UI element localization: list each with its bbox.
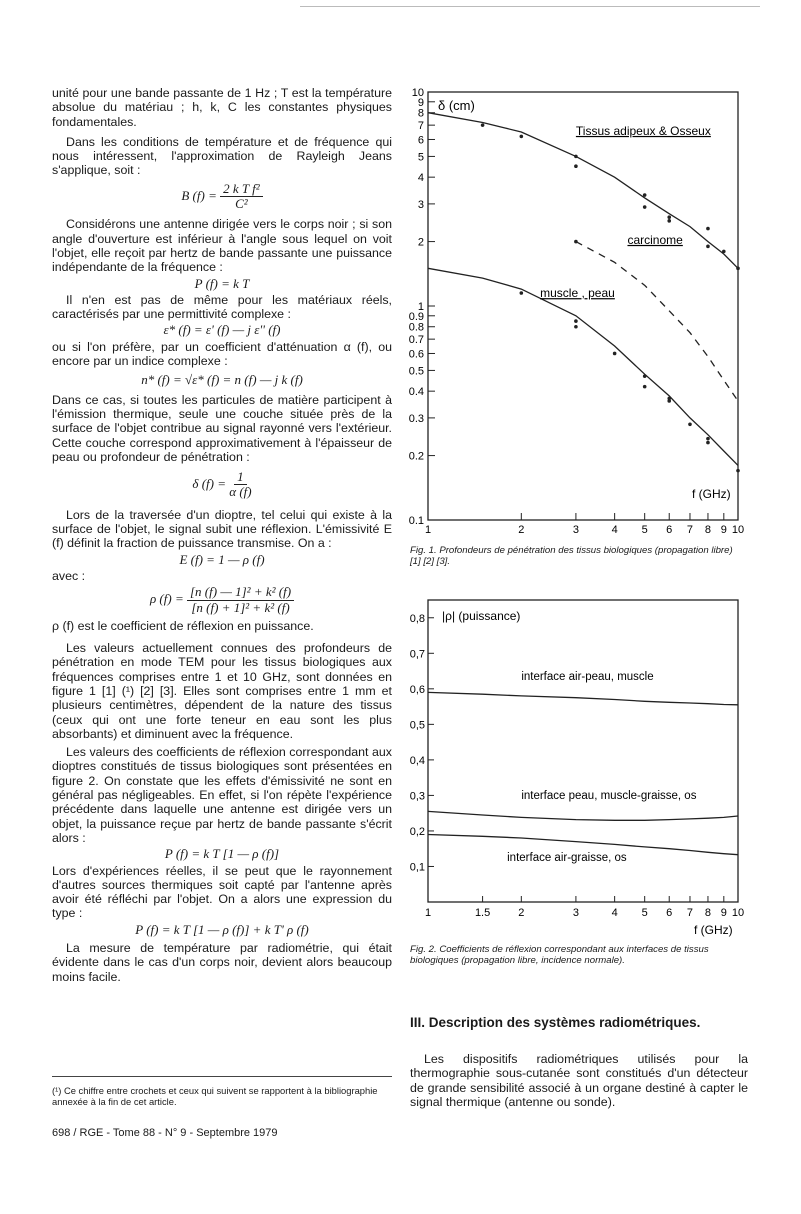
equation-index: n* (f) = √ε* (f) = n (f) — j k (f) — [141, 372, 303, 388]
x-tick-label: 3 — [572, 907, 579, 919]
data-point — [574, 155, 578, 159]
paragraph: Considérons une antenne dirigée vers le corps noir ; si son angle d'ouverture est inférieur à l'angle sous lequel on voit l'objet, elle reçoit par hertz de bande passante une puissance indépendante de la fréquence : — [52, 217, 392, 275]
y-tick-label: 0,3 — [409, 790, 425, 803]
equation-rayleigh-jeans — [52, 182, 392, 212]
series-line — [576, 242, 738, 401]
y-tick-label: 0.1 — [408, 515, 424, 527]
eq-numerator: 2 k T f² — [220, 182, 263, 197]
data-point — [613, 352, 617, 356]
data-point — [643, 205, 647, 209]
section-heading: III. Description des systèmes radiométriques. — [410, 1015, 701, 1030]
y-tick-label: 0.4 — [408, 386, 424, 399]
x-tick-label: 8 — [704, 907, 712, 919]
y-tick-label: 2 — [417, 236, 424, 249]
eq-fraction — [187, 585, 294, 615]
x-tick-label: 4 — [611, 524, 618, 536]
paragraph: Les dispositifs radiométriques utilisés pour la thermographie sous-cutanée sont constitués d'un détecteur de grande sensibilité associé à un organe destiné à capter le signal thermique (antenne ou sonde). — [410, 1052, 748, 1109]
y-tick-label: 3 — [417, 198, 424, 211]
left-column — [52, 86, 392, 984]
series-label: Tissus adipeux & Osseux — [575, 123, 711, 138]
y-tick-label: 0.7 — [408, 334, 424, 347]
y-tick-label: 7 — [417, 120, 424, 133]
paragraph: unité pour une bande passante de 1 Hz ; T est la température absolue du matériau ; h, k, C les constantes physiques fondamentales. — [52, 86, 392, 129]
x-tick-label: 8 — [704, 524, 712, 536]
equation-received-power-full: P (f) = k T [1 — ρ (f)] + k T' ρ (f) — [135, 921, 309, 937]
y-axis-label: |ρ| (puissance) — [442, 609, 521, 623]
paragraph: La mesure de température par radiométrie, qui était évidente dans le cas d'un corps noir, devient alors beaucoup moins facile. — [52, 941, 392, 984]
y-tick-label: 0,6 — [409, 683, 425, 696]
footnote: (¹) Ce chiffre entre crochets et ceux qui suivent se rapportent à la bibliographie annexée à la fin de cet article. — [52, 1085, 378, 1107]
data-point — [574, 325, 578, 329]
figure-1-chart — [400, 82, 760, 542]
x-tick-label: 7 — [686, 524, 694, 536]
y-tick-label: 0.9 — [408, 310, 424, 323]
equation-permittivity: ε* (f) = ε' (f) — j ε'' (f) — [163, 322, 281, 338]
y-tick-label: 0.2 — [408, 450, 424, 463]
data-point — [706, 227, 710, 231]
series-label: interface air-graisse, os — [507, 852, 627, 865]
x-tick-label: 6 — [666, 907, 673, 919]
paragraph: Il n'en est pas de même pour les matériaux réels, caractérisés par une permittivité complexe : — [52, 292, 392, 322]
x-axis-label: f (GHz) — [694, 923, 733, 937]
x-tick-label: 9 — [720, 524, 727, 536]
y-tick-label: 0,7 — [409, 648, 425, 661]
right-column — [410, 1052, 748, 1109]
y-tick-label: 4 — [417, 172, 424, 185]
y-axis-label: δ (cm) — [438, 98, 475, 113]
x-tick-label: 7 — [686, 907, 694, 919]
x-tick-label: 2 — [518, 524, 525, 536]
y-tick-label: 6 — [417, 134, 424, 147]
y-tick-label: 0,4 — [409, 754, 425, 767]
y-tick-label: 0.3 — [408, 412, 424, 425]
equation-emissivity: E (f) = 1 — ρ (f) — [179, 551, 265, 567]
series-line — [428, 692, 738, 704]
eq-lhs: ρ (f) = — [149, 590, 184, 606]
y-tick-label: 10 — [411, 87, 424, 99]
equation-power: P (f) = k T — [194, 275, 250, 291]
eq-fraction — [229, 470, 251, 500]
y-tick-label: 0,8 — [409, 612, 425, 625]
y-tick-label: 0.5 — [408, 365, 424, 378]
x-tick-label: 5 — [641, 907, 648, 919]
data-point — [574, 164, 578, 168]
data-point — [722, 250, 726, 254]
x-tick-label: 6 — [666, 524, 673, 536]
x-tick-label: 2 — [518, 907, 525, 919]
eq-fraction — [220, 182, 263, 212]
eq-denominator: α (f) — [229, 484, 252, 500]
data-point — [643, 374, 647, 378]
avec-label: avec : — [52, 568, 86, 583]
x-tick-label: 4 — [611, 907, 618, 919]
data-point — [688, 423, 692, 427]
data-point — [706, 245, 710, 249]
page-footer: 698 / RGE - Tome 88 - N° 9 - Septembre 1979 — [52, 1127, 278, 1139]
x-tick-label: 1.5 — [474, 907, 491, 919]
y-tick-label: 1 — [417, 301, 424, 313]
plot-frame — [428, 92, 738, 520]
paragraph: Dans ce cas, si toutes les particules de matière participent à l'émission thermique, seule une couche située près de la surface de l'objet contribue au signal rayonné vers l'extérieur. Cette couche correspond approximativement à l'épaisseur de peau ou profondeur de pénétration : — [52, 392, 392, 464]
figure-2-chart — [400, 590, 760, 950]
series-line — [428, 811, 738, 820]
series-label: interface air-peau, muscle — [521, 670, 654, 683]
data-point — [706, 441, 710, 445]
paragraph: Dans les conditions de température et de fréquence qui nous intéressent, l'approximation de Rayleigh Jeans s'applique, soit : — [52, 134, 392, 178]
equation-reflection — [52, 585, 392, 615]
data-point — [481, 123, 485, 127]
equation-skin-depth — [52, 470, 392, 500]
data-point — [520, 291, 524, 295]
data-point — [667, 219, 671, 223]
paragraph: Lors d'expériences réelles, il se peut que le rayonnement d'autres sources thermiques soit capté par l'antenne après avoir été réfléchi par l'objet. On a alors une expression du type : — [52, 863, 392, 921]
x-tick-label: 1 — [424, 524, 432, 536]
data-point — [574, 319, 578, 323]
data-point — [667, 215, 671, 219]
paragraph: ρ (f) est le coefficient de réflexion en puissance. — [52, 618, 314, 633]
series-label: muscle , peau — [540, 286, 615, 301]
x-axis-label: f (GHz) — [692, 487, 731, 501]
y-tick-label: 0,5 — [409, 719, 425, 732]
eq-lhs: B (f) = — [181, 187, 217, 203]
figure-2-caption: Fig. 2. Coefficients de réflexion correspondant aux interfaces de tissus biologiques (propagation libre, incidence normale). — [410, 944, 709, 966]
paragraph: Les valeurs actuellement connues des profondeurs de pénétration en mode TEM pour les tissus biologiques aux fréquences comprises entre 1 et 10 GHz, sont données en figure 1 [1] (¹) [2] [3]. Elles sont comprises entre 1 mm et plusieurs centimètres, dépendent de la nature des tissus (ceux qui ont une forte teneur en eau sont les plus absorbants) et diminuent avec la fréquence. — [52, 641, 392, 741]
eq-numerator: [n (f) — 1]² + k² (f) — [187, 585, 294, 600]
y-tick-label: 0,2 — [409, 825, 425, 838]
data-point — [736, 469, 740, 473]
eq-denominator: [n (f) + 1]² + k² (f) — [191, 599, 290, 615]
top-rule — [300, 6, 760, 7]
y-tick-label: 5 — [417, 151, 424, 164]
data-point — [736, 267, 740, 271]
series-label: carcinome — [627, 232, 683, 247]
data-point — [643, 385, 647, 389]
figure-1-caption: Fig. 1. Profondeurs de pénétration des tissus biologiques (propagation libre) [1] [2] [3]. — [410, 545, 733, 567]
equation-received-power: P (f) = k T [1 — ρ (f)] — [164, 846, 280, 862]
y-tick-label: 0,1 — [409, 861, 425, 874]
y-tick-label: 0.6 — [408, 348, 424, 361]
x-tick-label: 10 — [731, 907, 745, 919]
eq-denominator: C² — [235, 196, 248, 212]
data-point — [520, 135, 524, 139]
data-point — [643, 193, 647, 197]
x-tick-label: 10 — [731, 524, 745, 536]
x-tick-label: 9 — [720, 907, 727, 919]
y-tick-label: 8 — [417, 107, 424, 120]
x-tick-label: 1 — [424, 907, 432, 919]
data-point — [574, 240, 578, 244]
data-point — [667, 399, 671, 403]
footnote-rule — [52, 1076, 392, 1077]
eq-lhs: δ (f) = — [192, 475, 226, 491]
y-tick-label: 9 — [417, 96, 424, 109]
paragraph: Les valeurs des coefficients de réflexion correspondant aux dioptres constitués de tissus biologiques sont présentées en figure 2. On constate que les effets d'émissivité ne sont en général pas négligeables. En effet, si l'on répète l'expérience précédente dans laquelle une antenne est dirigée vers un objet, la puissance reçue par hertz de bande passante s'écrit alors : — [52, 745, 392, 845]
x-tick-label: 5 — [641, 524, 648, 536]
data-point — [706, 437, 710, 441]
paragraph: Lors de la traversée d'un dioptre, tel celui qui existe à la surface de l'objet, le signal subit une réflexion. L'émissivité E (f) définit la fraction de puissance transmise. On a : — [52, 507, 392, 551]
paragraph: ou si l'on préfère, par un coefficient d'atténuation α (f), ou encore par un indice complexe : — [52, 339, 392, 369]
eq-numerator: 1 — [234, 470, 247, 485]
x-tick-label: 3 — [572, 524, 579, 536]
y-tick-label: 0.8 — [408, 321, 424, 334]
series-label: interface peau, muscle-graisse, os — [521, 789, 697, 802]
